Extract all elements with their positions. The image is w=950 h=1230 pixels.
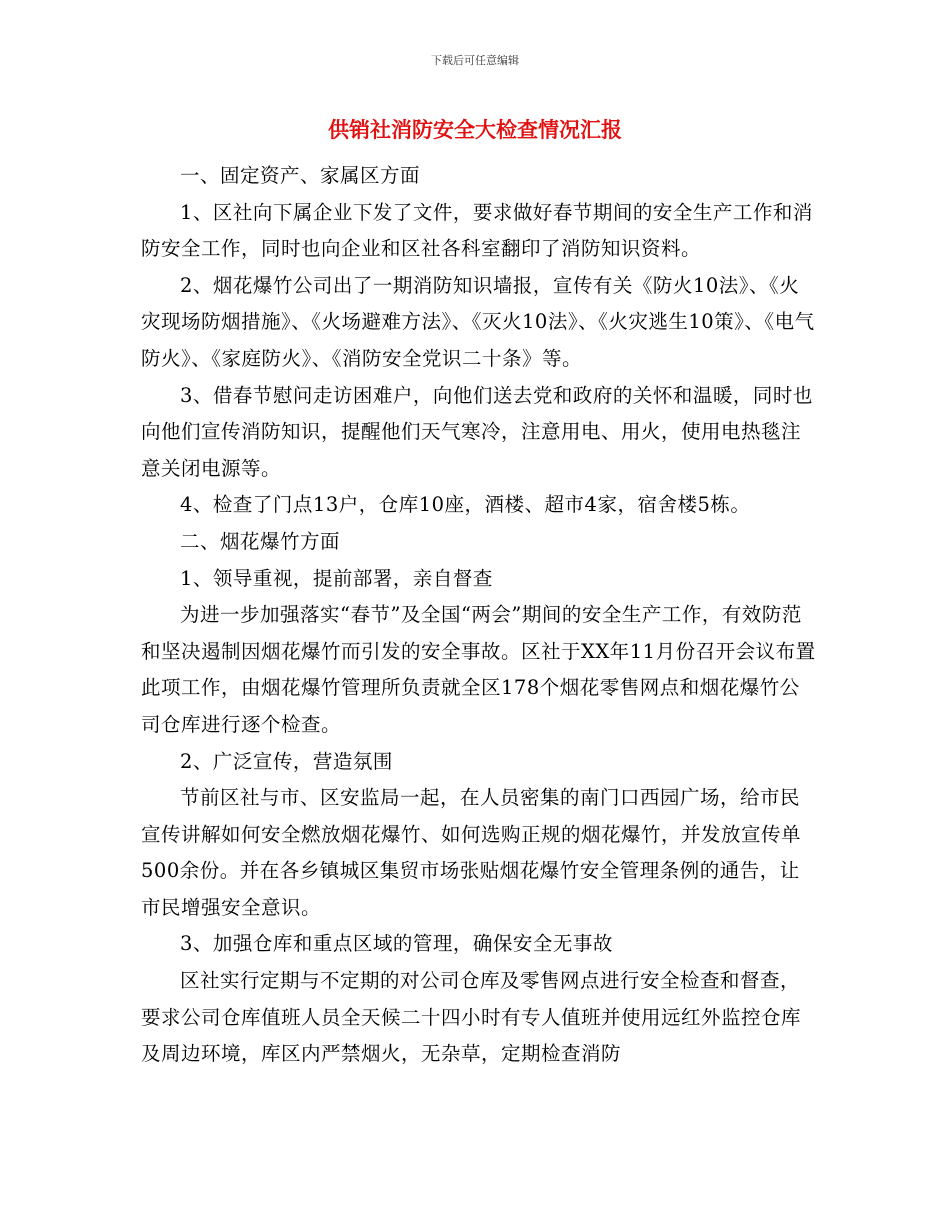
paragraph: 1、区社向下属企业下发了文件，要求做好春节期间的安全生产工作和消防安全工作，同时也向企业和区社各科室翻印了消防知识资料。 — [141, 200, 813, 261]
paragraph: 4、检查了门点13户，仓库10座，酒楼、超市4家，宿舍楼5栋。 — [180, 493, 751, 517]
paragraph: 2、烟花爆竹公司出了一期消防知识墙报，宣传有关《防火10法》、《火灾现场防烟措施》、《火场避难方法》、《灭火10法》、《火灾逃生10策》、《电气防火》、《家庭防火》、《消防安全党识二十条》等。 — [141, 273, 815, 370]
document-title: 供销社消防安全大检查情况汇报 — [328, 118, 622, 142]
page-header: 下载后可任意编辑 — [431, 54, 519, 67]
paragraph: 区社实行定期与不定期的对公司仓库及零售网点进行安全检查和督查，要求公司仓库值班人员全天候二十四小时有专人值班并使用远红外监控仓库及周边环境，库区内严禁烟火，无杂草，定期检查消防 — [141, 969, 802, 1066]
section-heading: 二、烟花爆竹方面 — [180, 529, 341, 553]
paragraph: 为进一步加强落实“春节”及全国“两会”期间的安全生产工作，有效防范和坚决遏制因烟花爆竹而引发的安全事故。区社于XX年11月份召开会议布置此项工作，由烟花爆竹管理所负责就全区178个烟花零售网点和烟花爆竹公司仓库进行逐个检查。 — [141, 603, 816, 736]
subsection-heading: 3、加强仓库和重点区域的管理，确保安全无事故 — [180, 932, 613, 956]
subsection-heading: 2、广泛宣传，营造氛围 — [180, 749, 393, 773]
section-heading: 一、固定资产、家属区方面 — [180, 164, 421, 187]
document-body — [141, 158, 817, 1073]
paragraph: 节前区社与市、区安监局一起，在人员密集的南门口西园广场，给市民宣传讲解如何安全燃放烟花爆竹、如何选购正规的烟花爆竹，并发放宣传单500余份。并在各乡镇城区集贸市场张贴烟花爆竹安全管理条例的通告，让市民增强安全意识。 — [141, 786, 802, 919]
subsection-heading: 1、领导重视，提前部署，亲自督查 — [180, 566, 493, 590]
paragraph: 3、借春节慰问走访困难户，向他们送去党和政府的关怀和温暖，同时也向他们宣传消防知识，提醒他们天气寒冷，注意用电、用火，使用电热毯注意关闭电源等。 — [141, 383, 813, 480]
